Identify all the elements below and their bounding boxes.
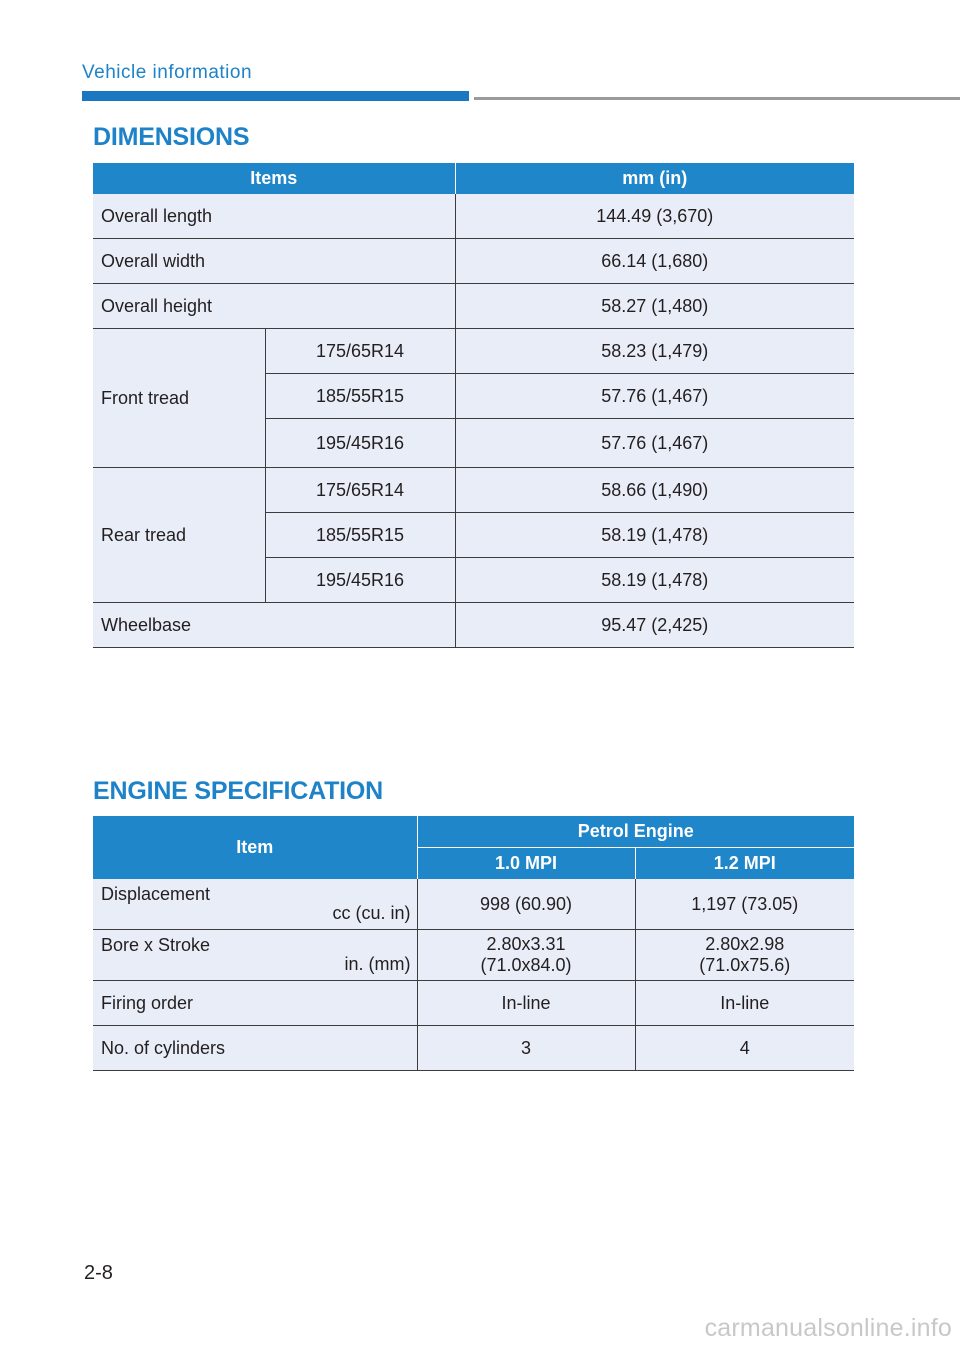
table-row	[93, 603, 854, 648]
row-label	[93, 879, 417, 930]
tire-size: 175/65R14	[265, 468, 455, 513]
value-line: (71.0x75.6)	[699, 955, 791, 975]
table-row	[93, 239, 854, 284]
header-rule-blue	[82, 91, 469, 101]
tire-size: 195/45R16	[265, 419, 455, 468]
row-value: 66.14 (1,680)	[455, 239, 854, 284]
value-line: 2.80x2.98	[705, 934, 785, 954]
table-row	[93, 194, 854, 239]
row-label: Overall height	[93, 284, 455, 329]
page-number: 2-8	[84, 1262, 113, 1284]
tire-size: 185/55R15	[265, 374, 455, 419]
row-value: 57.76 (1,467)	[455, 374, 854, 419]
header-rule-gray	[474, 97, 960, 100]
row-value: 58.27 (1,480)	[455, 284, 854, 329]
row-value: 58.66 (1,490)	[455, 468, 854, 513]
value-line: (71.0x84.0)	[480, 955, 572, 975]
row-value: 4	[635, 1026, 854, 1071]
row-value: In-line	[417, 981, 635, 1026]
row-label: Front tread	[93, 329, 265, 468]
row-unit: in. (mm)	[344, 954, 411, 974]
tire-size: 195/45R16	[265, 558, 455, 603]
tire-size: 185/55R15	[265, 513, 455, 558]
row-label: Wheelbase	[93, 603, 455, 648]
section-label: Vehicle information	[82, 62, 253, 83]
row-unit: cc (cu. in)	[332, 903, 411, 923]
table-row	[93, 879, 854, 930]
row-label	[93, 930, 417, 981]
row-value: 57.76 (1,467)	[455, 419, 854, 468]
table-header-row	[93, 816, 854, 848]
row-value: 998 (60.90)	[417, 879, 635, 930]
table-row	[93, 329, 854, 374]
row-value: 144.49 (3,670)	[455, 194, 854, 239]
row-value: 58.23 (1,479)	[455, 329, 854, 374]
table-row	[93, 930, 854, 981]
row-label-text: Bore x Stroke	[101, 935, 211, 955]
row-label-text: Displacement	[101, 884, 211, 904]
value-line: 2.80x3.31	[486, 934, 566, 954]
column-header-engine-2: 1.2 MPI	[635, 848, 854, 880]
row-value: 58.19 (1,478)	[455, 558, 854, 603]
table-header-row	[93, 163, 854, 194]
column-header-petrol-engine: Petrol Engine	[417, 816, 854, 848]
row-label: Overall width	[93, 239, 455, 284]
row-value: 95.47 (2,425)	[455, 603, 854, 648]
row-value	[635, 930, 854, 981]
column-header-items: Items	[93, 163, 455, 194]
engine-heading: ENGINE SPECIFICATION	[93, 777, 384, 805]
table-row	[93, 468, 854, 513]
row-value: 1,197 (73.05)	[635, 879, 854, 930]
row-label: Overall length	[93, 194, 455, 239]
row-label: Rear tread	[93, 468, 265, 603]
tire-size: 175/65R14	[265, 329, 455, 374]
column-header-item: Item	[93, 816, 417, 879]
table-row	[93, 284, 854, 329]
row-value: 58.19 (1,478)	[455, 513, 854, 558]
row-value: In-line	[635, 981, 854, 1026]
table-row	[93, 981, 854, 1026]
row-label: No. of cylinders	[93, 1026, 417, 1071]
table-row	[93, 1026, 854, 1071]
column-header-engine-1: 1.0 MPI	[417, 848, 635, 880]
column-header-unit: mm (in)	[455, 163, 854, 194]
dimensions-table	[93, 163, 854, 648]
dimensions-heading: DIMENSIONS	[93, 123, 250, 151]
row-value: 3	[417, 1026, 635, 1071]
row-label: Firing order	[93, 981, 417, 1026]
row-value	[417, 930, 635, 981]
engine-table	[93, 816, 854, 1071]
watermark: carmanualsonline.info	[704, 1314, 952, 1342]
